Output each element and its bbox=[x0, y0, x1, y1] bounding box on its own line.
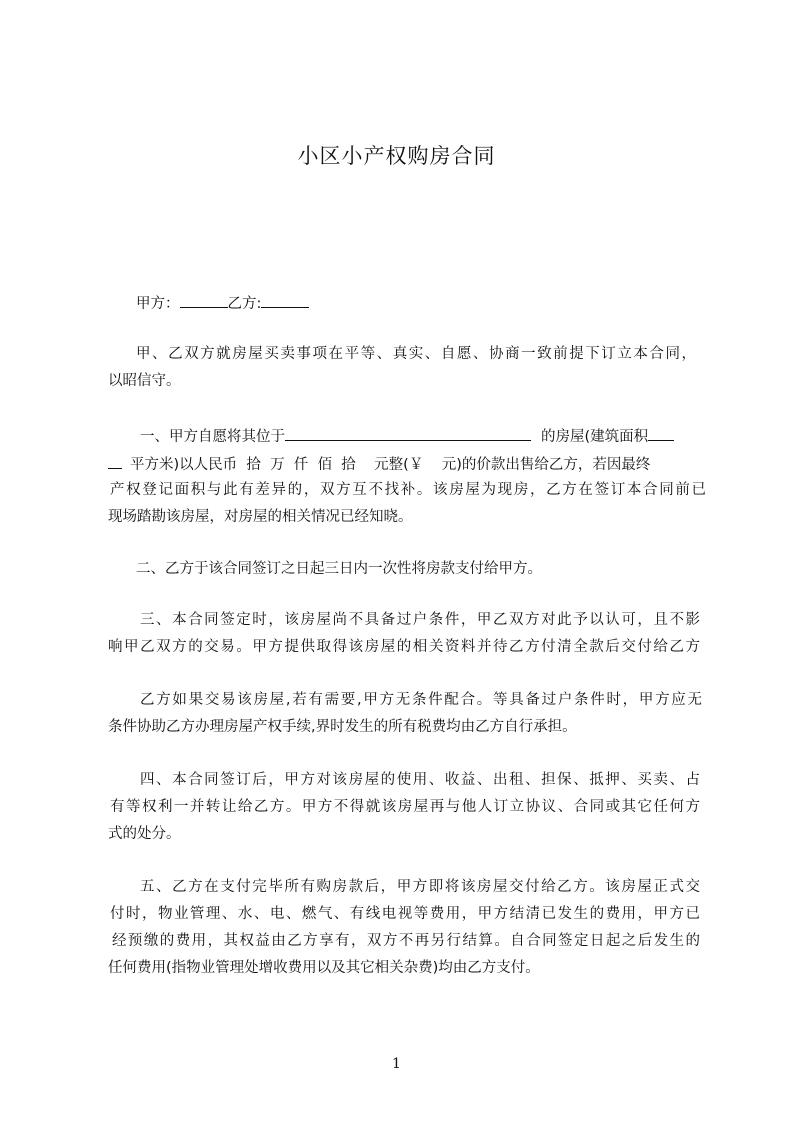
clause2-line: 二、乙方于该合同签订之日起三日内一次性将房款支付给甲方。 bbox=[136, 561, 542, 577]
clause5-line-4: 任何费用(指物业管理处增收费用以及其它相关杂费)均由乙方支付。 bbox=[108, 960, 540, 976]
clause5-line-3: 经预缴的费用，其权益由乙方享有，双方不再另行结算。自合同签定日起之后发生的 bbox=[112, 933, 700, 949]
clause4-line-3: 式的处分。 bbox=[108, 826, 181, 842]
clause1-line-4: 现场踏勘该房屋，对房屋的相关情况已经知晓。 bbox=[108, 509, 413, 525]
intro-line-2: 以昭信守。 bbox=[108, 373, 181, 389]
clause3-line-2: 响甲乙双方的交易。甲方提供取得该房屋的相关资料并待乙方付清全款后交付给乙方 bbox=[108, 639, 700, 655]
clause3-line-1: 三、本合同签定时，该房屋尚不具备过户条件，甲乙双方对此予以认可，且不影 bbox=[140, 612, 700, 628]
party-a-label: 甲方： bbox=[136, 296, 180, 312]
clause1-line-2-text: 平方米)以人民币 拾 万 仟 佰 拾 元整(￥ 元)的价款出售给乙方，若因最终 bbox=[130, 457, 651, 473]
address-blank bbox=[285, 426, 531, 441]
area-blank-a bbox=[648, 426, 674, 441]
area-blank-b bbox=[108, 454, 122, 469]
party-b-label: 乙方: bbox=[227, 296, 262, 312]
clause1-line-3: 产权登记面积与此有差异的，双方互不找补。该房屋为现房，乙方在签订本合同前已 bbox=[110, 482, 706, 498]
clause4-line-1: 四、本合同签订后，甲方对该房屋的使用、收益、出租、担保、抵押、买卖、占 bbox=[140, 772, 700, 788]
page-number: 1 bbox=[392, 1056, 401, 1072]
clause5-line-1: 五、乙方在支付完毕所有购房款后，甲方即将该房屋交付给乙方。该房屋正式交 bbox=[140, 879, 700, 895]
party-line bbox=[136, 293, 736, 313]
intro-line-1: 甲、乙双方就房屋买卖事项在平等、真实、自愿、协商一致前提下订立本合同， bbox=[136, 346, 696, 362]
clause1-line-2 bbox=[108, 454, 708, 474]
clause1-line-1 bbox=[140, 426, 740, 446]
clause1-prefix: 一、甲方自愿将其位于 bbox=[140, 429, 285, 445]
clause1-suffix: 的房屋(建筑面积 bbox=[541, 429, 649, 445]
party-b-blank bbox=[261, 293, 309, 308]
clause5-line-2: 付时，物业管理、水、电、燃气、有线电视等费用，甲方结清已发生的费用，甲方已 bbox=[110, 906, 700, 922]
clause4-line-2: 有等权利一并转让给乙方。甲方不得就该房屋再与他人订立协议、合同或其它任何方 bbox=[110, 799, 700, 815]
page-title: 小区小产权购房合同 bbox=[297, 144, 496, 168]
clause3b-line-2: 条件协助乙方办理房屋产权手续,界时发生的所有税费均由乙方自行承担。 bbox=[108, 719, 577, 735]
party-a-blank bbox=[180, 293, 228, 308]
clause3b-line-1: 乙方如果交易该房屋,若有需要,甲方无条件配合。等具备过户条件时，甲方应无 bbox=[140, 692, 702, 708]
